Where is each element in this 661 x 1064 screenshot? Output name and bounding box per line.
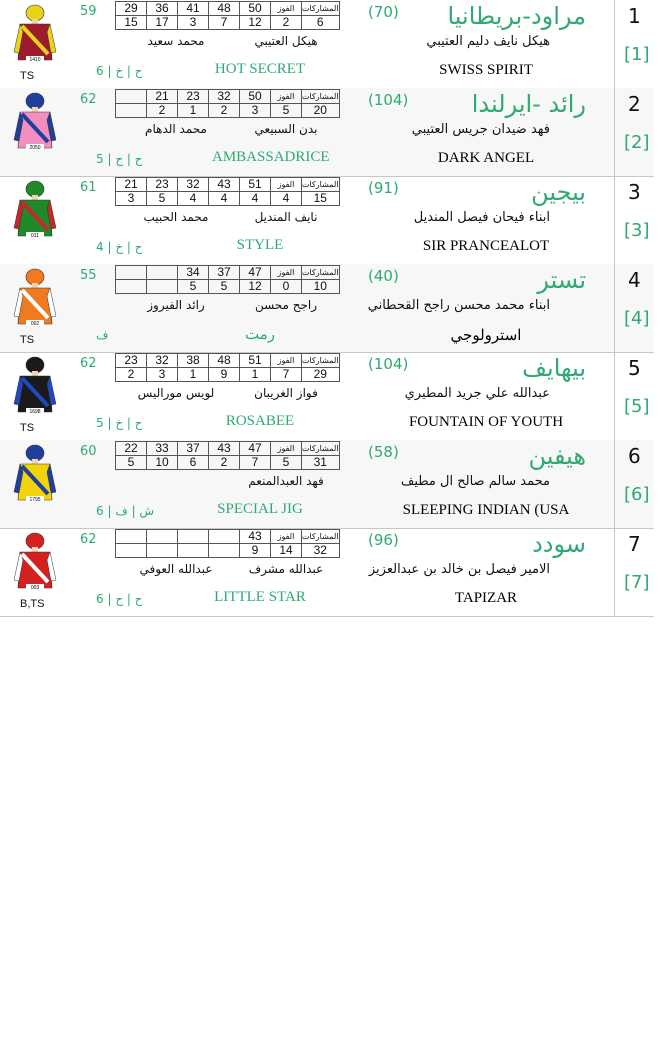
- dam-name: رمت: [244, 327, 275, 343]
- equipment-codes: 5 | ح | ح: [96, 152, 143, 166]
- stats-row-top: [116, 90, 340, 104]
- equipment-codes: 6 | ح | خ: [96, 64, 143, 78]
- stat-cell: 23: [116, 354, 147, 368]
- stat-cell: 51: [240, 178, 271, 192]
- form-stats-table: [115, 529, 340, 558]
- runner-row: [0, 88, 654, 177]
- stats-row-bottom: [116, 456, 340, 470]
- stat-cell: 12: [240, 16, 271, 30]
- draw-number: [3]: [624, 220, 650, 241]
- stat-cell: 51: [240, 354, 271, 368]
- owner-name: فهد ضيدان جريس العتيبي: [411, 122, 550, 137]
- stats-header-wins: الفوز: [271, 442, 302, 456]
- draw-number: [7]: [624, 572, 650, 593]
- equipment-tag: TS: [20, 334, 35, 346]
- stat-cell: 1: [178, 368, 209, 382]
- runner-row: [0, 528, 654, 617]
- runner-number: 1: [628, 4, 641, 28]
- draw-number: [4]: [624, 308, 650, 329]
- dam-name: STYLE: [236, 237, 284, 253]
- stat-cell: 21: [116, 178, 147, 192]
- sire-name: استرولوجي: [450, 328, 522, 344]
- stat-cell: 5: [178, 280, 209, 294]
- stat-cell: 5: [271, 456, 302, 470]
- stats-row-bottom: [116, 544, 340, 558]
- stat-cell: 48: [209, 2, 240, 16]
- stat-cell: 29: [116, 2, 147, 16]
- sire-name: SIR PRANCEALOT: [422, 238, 550, 254]
- horse-name-arabic[interactable]: تستر: [537, 266, 586, 294]
- stats-header-wins: الفوز: [271, 90, 302, 104]
- runner-number: 2: [628, 92, 641, 116]
- stat-cell: 5: [116, 456, 147, 470]
- saddle-cloth-number: 2050: [29, 145, 41, 151]
- stat-cell: 2: [116, 368, 147, 382]
- jockey-name: رائد الفيروز: [147, 298, 205, 312]
- stat-cell: 4: [178, 192, 209, 206]
- stat-cell: 41: [178, 2, 209, 16]
- equipment-codes: 5 | ح | خ: [96, 416, 143, 430]
- stat-cell: [209, 530, 240, 544]
- stat-cell: 3: [147, 368, 178, 382]
- stat-cell: 14: [271, 544, 302, 558]
- jockey-name: عبدالله العوفي: [139, 562, 213, 576]
- stat-cell: 3: [116, 192, 147, 206]
- draw-number: [1]: [624, 44, 650, 65]
- horse-name-arabic[interactable]: رائد -ايرلندا: [471, 90, 586, 118]
- sire-name: TAPIZAR: [454, 590, 518, 606]
- stat-cell: 9: [209, 368, 240, 382]
- saddle-cloth-number: 002: [30, 321, 40, 327]
- stat-cell: [147, 544, 178, 558]
- stat-cell: 2: [209, 104, 240, 118]
- jockey-silks-icon: [12, 92, 58, 154]
- stat-cell: 12: [240, 280, 271, 294]
- stats-header-wins: الفوز: [271, 2, 302, 16]
- stat-cell: 5: [147, 192, 178, 206]
- stat-cell: [116, 266, 147, 280]
- draw-number: [5]: [624, 396, 650, 417]
- column-divider: [614, 264, 615, 352]
- form-stats-table: [115, 89, 340, 118]
- form-stats-table: [115, 177, 340, 206]
- horse-rating: (104): [368, 91, 409, 109]
- column-divider: [614, 440, 615, 528]
- stat-cell: 32: [178, 178, 209, 192]
- weight: 61: [80, 180, 97, 195]
- trainer-name: راجح محسن: [254, 298, 318, 312]
- horse-rating: (40): [368, 267, 399, 285]
- saddle-cloth-number: 1698: [29, 409, 41, 415]
- stat-cell: 50: [240, 90, 271, 104]
- stat-cell: 2: [147, 104, 178, 118]
- horse-name-arabic[interactable]: بيجين: [531, 178, 586, 206]
- stat-cell: 32: [147, 354, 178, 368]
- stats-row-bottom: [116, 280, 340, 294]
- stat-cell: 43: [209, 178, 240, 192]
- equipment-tag: TS: [20, 70, 35, 82]
- stat-cell: [147, 530, 178, 544]
- weight: 60: [80, 444, 97, 459]
- stats-row-top: [116, 178, 340, 192]
- weight: 62: [80, 532, 97, 547]
- stat-cell: 2: [271, 16, 302, 30]
- stat-cell: 0: [271, 280, 302, 294]
- stat-cell: 22: [116, 442, 147, 456]
- trainer-name: عبدالله مشرف: [248, 562, 324, 576]
- stat-cell: 15: [116, 16, 147, 30]
- stats-header-runs: المشاركات: [302, 354, 340, 368]
- stats-row-bottom: [116, 104, 340, 118]
- sire-name: SLEEPING INDIAN (USA: [402, 502, 570, 518]
- stat-cell: 17: [147, 16, 178, 30]
- owner-name: الامير فيصل بن خالد بن عبدالعزيز: [368, 562, 550, 577]
- runner-number: 6: [628, 444, 641, 468]
- jockey-silks-icon: [12, 268, 58, 330]
- jockey-name: محمد الحبيب: [143, 210, 209, 224]
- stat-cell: 31: [302, 456, 340, 470]
- stat-cell: [209, 544, 240, 558]
- jockey-name: محمد الدهام: [145, 122, 207, 136]
- weight: 62: [80, 356, 97, 371]
- trainer-name: هيكل العتيبي: [254, 34, 318, 48]
- owner-name: هيكل نايف دليم العتيبي: [426, 34, 550, 49]
- stat-cell: 4: [271, 192, 302, 206]
- horse-rating: (70): [368, 3, 399, 21]
- stat-cell: 6: [302, 16, 340, 30]
- stats-row-bottom: [116, 368, 340, 382]
- equipment-codes: ف: [96, 328, 109, 342]
- horse-rating: (96): [368, 531, 399, 549]
- stat-cell: 3: [178, 16, 209, 30]
- stats-header-runs: المشاركات: [302, 442, 340, 456]
- stat-cell: 48: [209, 354, 240, 368]
- jockey-name: محمد سعيد: [147, 34, 205, 48]
- draw-number: [6]: [624, 484, 650, 505]
- jockey-silks-icon: [12, 180, 58, 242]
- column-divider: [614, 0, 615, 88]
- trainer-name: فواز الغريبان: [254, 386, 318, 400]
- stat-cell: 23: [147, 178, 178, 192]
- stats-row-top: [116, 2, 340, 16]
- runner-row: [0, 440, 654, 529]
- owner-name: ابناء فيحان فيصل المنديل: [413, 210, 550, 225]
- jockey-silks-icon: [12, 532, 58, 594]
- dam-name: AMBASSADRICE: [212, 149, 330, 165]
- stats-row-top: [116, 354, 340, 368]
- stat-cell: 47: [240, 266, 271, 280]
- stats-row-bottom: [116, 16, 340, 30]
- sire-name: SWISS SPIRIT: [439, 62, 533, 78]
- stats-row-top: [116, 266, 340, 280]
- stats-header-wins: الفوز: [271, 530, 302, 544]
- stat-cell: 32: [209, 90, 240, 104]
- stats-header-wins: الفوز: [271, 178, 302, 192]
- column-divider: [614, 88, 615, 176]
- stat-cell: 43: [240, 530, 271, 544]
- stat-cell: 29: [302, 368, 340, 382]
- stat-cell: 50: [240, 2, 271, 16]
- jockey-silks-icon: [12, 4, 58, 66]
- form-stats-table: [115, 265, 340, 294]
- stats-row-bottom: [116, 192, 340, 206]
- sire-name: FOUNTAIN OF YOUTH: [408, 414, 564, 430]
- stat-cell: 34: [178, 266, 209, 280]
- horse-name-arabic[interactable]: مراود-بريطانيا: [447, 2, 586, 30]
- stat-cell: 37: [209, 266, 240, 280]
- weight: 55: [80, 268, 97, 283]
- runner-number: 4: [628, 268, 641, 292]
- horse-name-arabic[interactable]: سودد: [532, 530, 586, 558]
- stats-header-runs: المشاركات: [302, 90, 340, 104]
- stat-cell: 7: [271, 368, 302, 382]
- stat-cell: 43: [209, 442, 240, 456]
- column-divider: [614, 528, 615, 616]
- runner-row: [0, 264, 654, 353]
- stat-cell: 4: [240, 192, 271, 206]
- runner-row: [0, 176, 654, 265]
- stat-cell: [178, 544, 209, 558]
- horse-name-arabic[interactable]: بيهايف: [522, 354, 586, 382]
- trainer-name: نايف المنديل: [254, 210, 318, 224]
- stat-cell: 7: [209, 16, 240, 30]
- stat-cell: [116, 90, 147, 104]
- dam-name: ROSABEE: [225, 413, 295, 429]
- stat-cell: 37: [178, 442, 209, 456]
- stat-cell: 23: [178, 90, 209, 104]
- draw-number: [2]: [624, 132, 650, 153]
- saddle-cloth-number: 011: [31, 233, 39, 239]
- sire-name: DARK ANGEL: [437, 150, 535, 166]
- equipment-codes: 6 | ش | ف: [96, 504, 155, 518]
- stat-cell: [178, 530, 209, 544]
- owner-name: عبدالله علي جريد المطيري: [404, 386, 550, 401]
- form-stats-table: [115, 441, 340, 470]
- stats-header-wins: الفوز: [271, 266, 302, 280]
- stat-cell: 47: [240, 442, 271, 456]
- stat-cell: 32: [302, 544, 340, 558]
- owner-name: محمد سالم صالح ال مطيف: [400, 474, 550, 489]
- weight: 62: [80, 92, 97, 107]
- equipment-codes: 4 | ح | خ: [96, 240, 143, 254]
- stat-cell: [116, 544, 147, 558]
- stat-cell: 6: [178, 456, 209, 470]
- horse-rating: (58): [368, 443, 399, 461]
- dam-name: SPECIAL JIG: [217, 501, 303, 517]
- form-stats-table: [115, 1, 340, 30]
- stat-cell: 21: [147, 90, 178, 104]
- saddle-cloth-number: 1410: [29, 57, 41, 63]
- stat-cell: [147, 280, 178, 294]
- equipment-tag: B,TS: [20, 598, 45, 610]
- jockey-silks-icon: [12, 444, 58, 506]
- stat-cell: [116, 104, 147, 118]
- horse-name-arabic[interactable]: هيفين: [528, 442, 586, 470]
- stat-cell: 2: [209, 456, 240, 470]
- owner-name: ابناء محمد محسن راجح القحطاني: [367, 298, 550, 313]
- stats-header-runs: المشاركات: [302, 178, 340, 192]
- saddle-cloth-number: 1795: [29, 497, 41, 503]
- jockey-silks-icon: [12, 356, 58, 418]
- stat-cell: 9: [240, 544, 271, 558]
- jockey-name: لويس موراليس: [137, 386, 215, 400]
- stat-cell: 15: [302, 192, 340, 206]
- stat-cell: [116, 280, 147, 294]
- stat-cell: 7: [240, 456, 271, 470]
- runner-number: 7: [628, 532, 641, 556]
- runner-row: [0, 352, 654, 441]
- stat-cell: 10: [147, 456, 178, 470]
- stat-cell: [116, 530, 147, 544]
- stats-row-top: [116, 442, 340, 456]
- stat-cell: [147, 266, 178, 280]
- column-divider: [614, 352, 615, 440]
- stats-header-runs: المشاركات: [302, 2, 340, 16]
- stat-cell: 1: [178, 104, 209, 118]
- stat-cell: 10: [302, 280, 340, 294]
- stat-cell: 3: [240, 104, 271, 118]
- stats-header-runs: المشاركات: [302, 266, 340, 280]
- stat-cell: 20: [302, 104, 340, 118]
- dam-name: LITTLE STAR: [214, 589, 306, 605]
- stat-cell: 4: [209, 192, 240, 206]
- equipment-codes: 6 | ح | ح: [96, 592, 143, 606]
- stats-header-runs: المشاركات: [302, 530, 340, 544]
- column-divider: [614, 176, 615, 264]
- stat-cell: 5: [271, 104, 302, 118]
- trainer-name: فهد العبدالمنعم: [248, 474, 324, 488]
- stat-cell: 38: [178, 354, 209, 368]
- horse-rating: (104): [368, 355, 409, 373]
- stats-header-wins: الفوز: [271, 354, 302, 368]
- trainer-name: بدن السبيعي: [254, 122, 318, 136]
- runner-row: [0, 0, 654, 89]
- dam-name: HOT SECRET: [214, 61, 306, 77]
- stats-row-top: [116, 530, 340, 544]
- stat-cell: 36: [147, 2, 178, 16]
- stat-cell: 1: [240, 368, 271, 382]
- saddle-cloth-number: 003: [30, 585, 40, 591]
- form-stats-table: [115, 353, 340, 382]
- runner-number: 5: [628, 356, 641, 380]
- stat-cell: 33: [147, 442, 178, 456]
- equipment-tag: TS: [20, 422, 35, 434]
- weight: 59: [80, 4, 97, 19]
- stat-cell: 5: [209, 280, 240, 294]
- runner-number: 3: [628, 180, 641, 204]
- horse-rating: (91): [368, 179, 399, 197]
